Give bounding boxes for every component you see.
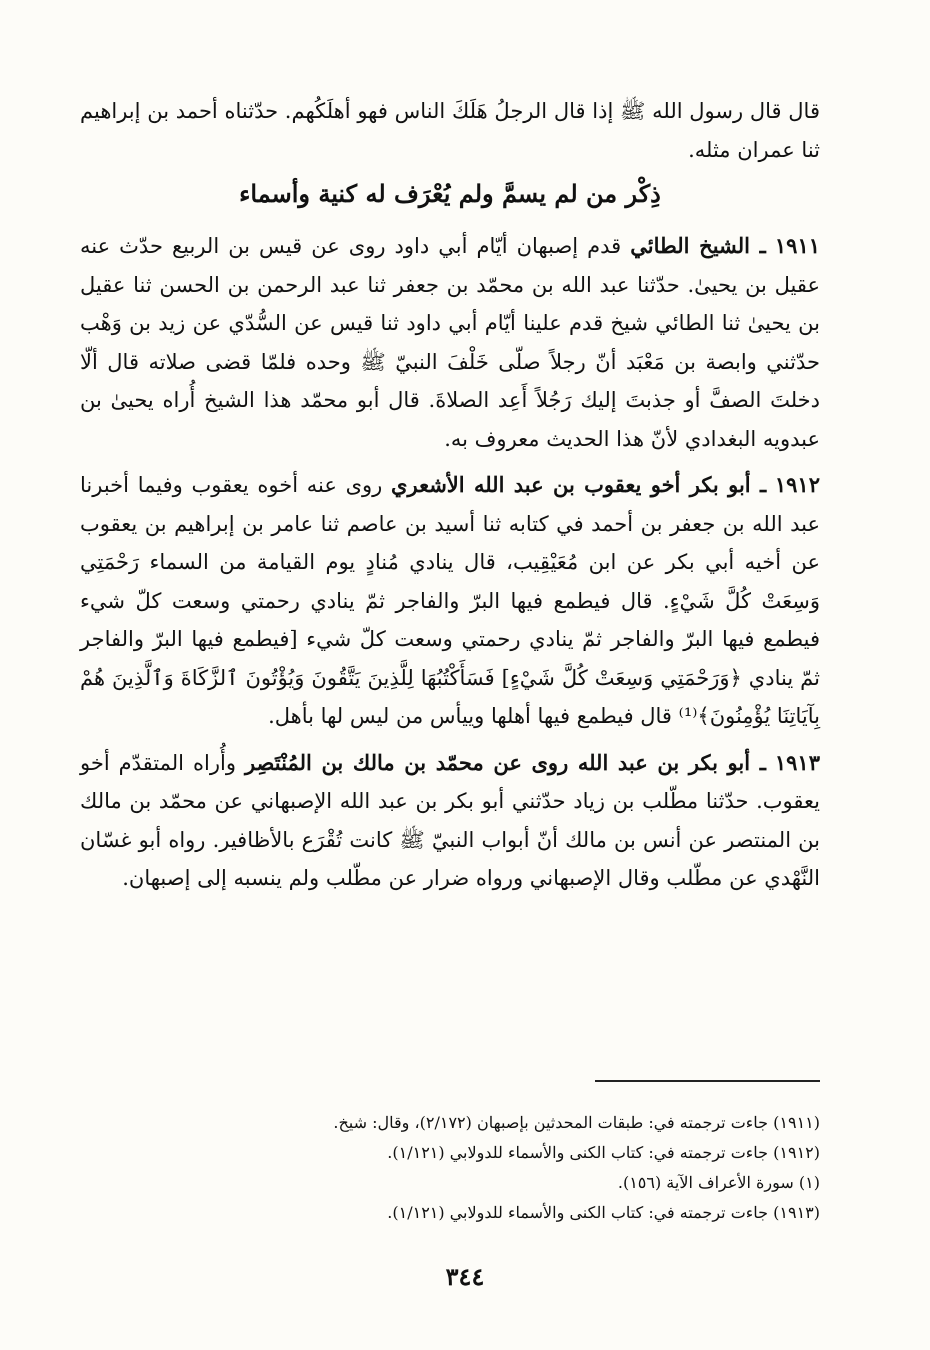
entry-1912: [80, 466, 820, 736]
entry-text: قدم إصبهان أيّام أبي داود روى عن قيس بن الربيع حدّث عنه عقيل بن يحيىٰ. حدّثنا عبد الله بن محمّد بن جعفر ثنا عبد الرحمن بن الحسن ثنا عقيل بن يحيىٰ ثنا الطائي شيخ قدم علينا أيّام أبي داود ثنا قيس عن السُّدّي عن زيد بن وَهْب حدّثني وابصة بن مَعْبَد أنّ رجلاً صلّى خَلْفَ النبيّ ﷺ وحده فلمّا قضى صلاته قال ألّا دخلتَ الصفَّ أو جذبتَ إليك رَجُلاً أَعِد الصلاةَ. قال أبو محمّد هذا الشيخ أُراه يحيىٰ بن عبدويه البغدادي لأنّ هذا الحديث معروف به.: [80, 234, 820, 451]
entry-1911: [80, 227, 820, 458]
entry-name: ـ أبو بكر أخو يعقوب بن عبد الله الأشعري: [391, 472, 767, 497]
footnotes: [80, 1108, 820, 1228]
entry-text: روى عنه أخوه يعقوب وفيما أخبرنا عبد الله بن جعفر بن أحمد في كتابه ثنا أسيد بن عاصم ثنا عامر بن إبراهيم بن يعقوب عن أخيه أبي بكر عن ابن مُعَيْقِيب، قال ينادي مُنادٍ يوم القيامة من السماء رَحْمَتِي وَسِعَتْ كُلَّ شَيْءٍ. قال فيطمع فيها البرّ والفاجر ثمّ ينادي رحمتي وسعت كلّ شيء فيطمع فيها البرّ والفاجر ثمّ ينادي رحمتي وسعت كلّ شيء [فيطمع فيها البرّ والفاجر ثمّ ينادي ﴿وَرَحْمَتِي وَسِعَتْ كُلَّ شَيْءٍ] فَسَأَكْتُبُهَا لِلَّذِينَ يَتَّقُونَ وَيُؤْتُونَ ٱلزَّكَاةَ وَٱلَّذِينَ هُمْ بِآيَاتِنَا يُؤْمِنُونَ﴾⁽¹⁾ قال فيطمع فيها أهلها وييأس من ليس لها بأهل.: [80, 473, 820, 728]
entry-name: ـ أبو بكر بن عبد الله روى عن محمّد بن مالك بن المُنْتَصِر: [244, 749, 766, 775]
entry-text: وأُراه المتقدّم أخو يعقوب. حدّثنا مطّلب بن زياد حدّثني أبو بكر بن عبد الله الإصبهاني عن محمّد بن مالك بن المنتصر عن أنس بن مالك أنّ أبواب النبيّ ﷺ كانت تُقْرَع بالأظافير. رواه أبو غسّان النَّهْدي عن مطّلب وقال الإصبهاني ورواه ضرار عن مطّلب ولم ينسبه إلى إصبهان.: [80, 750, 820, 890]
intro-paragraph: قال قال رسول الله ﷺ إذا قال الرجلُ هَلَكَ الناس فهو أهلَكُهم. حدّثناه أحمد بن إبراهيم ثنا عمران مثله.: [80, 99, 820, 162]
section-heading: ذِكْر من لم يسمَّ ولم يُعْرَف له كنية وأسماء: [239, 179, 661, 208]
entry-name: ـ الشيخ الطائي: [630, 233, 766, 258]
page-body: [80, 92, 820, 898]
entry-number: ١٩١٢: [774, 472, 820, 497]
footnote: (١٩١٢) جاءت ترجمته في: كتاب الكنى والأسماء للدولابي (١/١٢١).: [387, 1143, 820, 1162]
footnote-divider: [595, 1080, 820, 1082]
footnote: (١) سورة الأعراف الآية (١٥٦).: [617, 1173, 820, 1192]
entry-number: ١٩١١: [774, 233, 821, 258]
page-number: ٣٤٤: [445, 1262, 485, 1291]
footnote: (١٩١١) جاءت ترجمته في: طبقات المحدثين بإصبهان (٢/١٧٢)، وقال: شيخ.: [333, 1113, 820, 1132]
footnote: (١٩١٣) جاءت ترجمته في: كتاب الكنى والأسماء للدولابي (١/١٢١).: [387, 1203, 820, 1222]
entry-number: ١٩١٣: [774, 749, 820, 775]
entry-1913: [80, 744, 820, 898]
